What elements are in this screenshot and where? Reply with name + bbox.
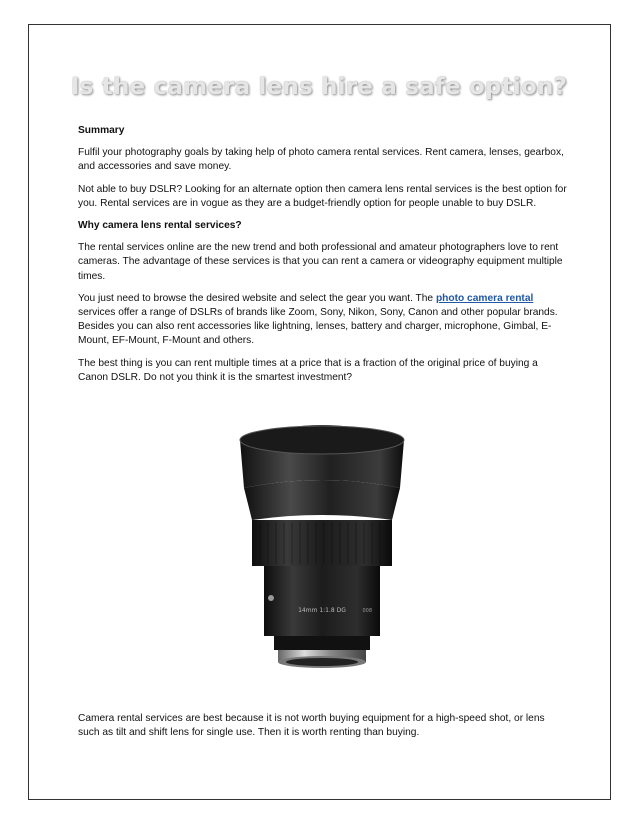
lens-image [222, 410, 422, 690]
paragraph-browse-text-start: You just need to browse the desired website and select the gear you want. The [78, 292, 436, 304]
paragraph-browse [78, 292, 568, 349]
why-heading: Why camera lens rental services? [78, 220, 242, 232]
paragraph-intro: Fulfil your photography goals by taking help of photo camera rental services. Rent camera, lenses, gearbox, and accessories and save money. [78, 147, 564, 173]
focus-ring [252, 520, 392, 566]
closing-paragraph: Camera rental services are best because it is not worth buying equipment for a high-speed shot, or lens such as tilt and shift lens for single use. Then it is worth renting than buying. [78, 713, 545, 739]
paragraph-trend: The rental services online are the new trend and both professional and amateur photographers love to rent cameras. The advantage of these services is that you can rent a camera or videography equipment multiple times. [78, 242, 563, 282]
document-body [78, 124, 568, 393]
camera-lens-picture [222, 410, 422, 690]
paragraph-dslr: Not able to buy DSLR? Looking for an alternate option then camera lens rental services is the best option for you. Rental services are in vogue as they are a budget-friendly option for people unable to buy DSLR. [78, 183, 567, 209]
photo-camera-rental-link[interactable]: photo camera rental [435, 292, 534, 304]
lens-serial: 008 [362, 608, 372, 614]
summary-heading: Summary [78, 125, 125, 136]
document-title: Is the camera lens hire a safe option? [70, 74, 568, 100]
lens-markings: 14mm 1:1.8 DG [298, 607, 346, 614]
paragraph-best-thing: The best thing is you can rent multiple times at a price that is a fraction of the original price of buying a Canon DSLR. Do not you think it is the smartest investment? [78, 357, 538, 383]
paragraph-browse-text-end: services offer a range of DSLRs of brands like Zoom, Sony, Nikon, Sony, Canon and other popular brands. Besides you can also rent accessories like lightning, lenses, battery and charger, microphone, Gimbal, E-Mount, EF-Mount, F-Mount and others. [78, 307, 558, 347]
